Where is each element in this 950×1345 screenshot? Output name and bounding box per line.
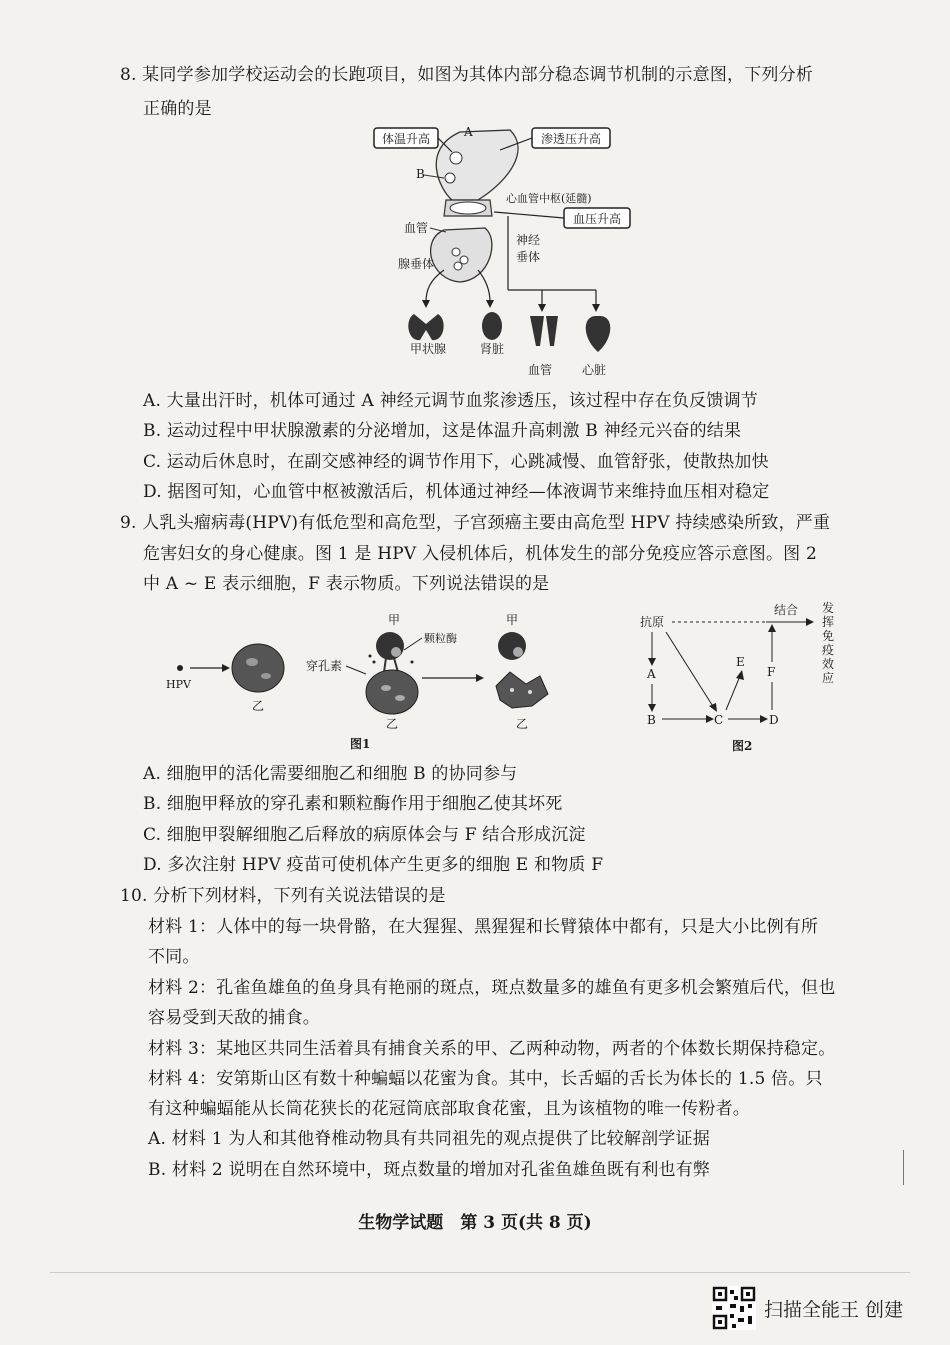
fig2-antigen: 抗原 [640,615,665,629]
label-B: B [416,167,425,181]
cell-yi-3-lysed [496,672,548,708]
q9-stem-line3: 中 A ~ E 表示细胞，F 表示物质。下列说法错误的是 [143,574,550,594]
organ-thyroid: 甲状腺 [410,342,447,356]
organ-vessel: 血管 [528,363,553,377]
label-neuro-2: 垂体 [516,250,541,264]
page-footer: 生物学试题 第 3 页(共 8 页) [358,1213,592,1233]
q9-figure-1 [160,606,590,756]
cvc-ellipse [450,202,486,214]
q10-material-1-line1: 材料 1：人体中的每一块骨骼，在大猩猩、黑猩猩和长臂猿体中都有，只是大小比例有所 [148,917,819,937]
q9-option-c: C. 细胞甲裂解细胞乙后释放的病原体会与 F 结合形成沉淀 [143,825,586,845]
fig2-B: B [647,713,656,727]
q10-material-4-line1: 材料 4：安第斯山区有数十种蝙蝠以花蜜为食。其中，长舌蝠的舌长为体长的 1.5 倍。只 [148,1069,823,1089]
fig2-E: E [736,655,745,669]
cell-jia-2-label: 甲 [506,613,519,627]
qr-code-icon [712,1286,756,1330]
figure-2-caption: 图2 [732,739,753,753]
q9-stem-line2: 危害妇女的身心健康。图 1 是 HPV 入侵机体后，机体发生的部分免疫应答示意图。图 2 [143,544,817,564]
hpv-dot [177,665,183,671]
q9-stem-line1: 9. 人乳头瘤病毒(HPV)有低危型和高危型，子宫颈癌主要由高危型 HPV 持续感染所致，严重 [120,513,831,533]
q10-stem: 10. 分析下列材料，下列有关说法错误的是 [120,886,446,906]
box-blood-pressure-label: 血压升高 [572,212,622,226]
hpv-label: HPV [166,678,191,691]
granzyme-label: 颗粒酶 [424,632,457,645]
q10-material-2-line1: 材料 2：孔雀鱼雄鱼的鱼身具有艳丽的斑点，斑点数量多的雄鱼有更多机会繁殖后代，但也 [148,978,836,998]
fig2-A: A [647,667,656,681]
fig2-D: D [769,713,779,727]
organ-kidney: 肾脏 [480,342,505,356]
box-osmotic-label: 渗透压升高 [540,132,602,146]
q8-figure [360,120,650,382]
q10-option-a: A. 材料 1 为人和其他脊椎动物具有共同祖先的观点提供了比较解剖学证据 [148,1129,710,1149]
q8-option-c: C. 运动后休息时，在副交感神经的调节作用下，心跳减慢、血管舒张，使散热加快 [143,452,769,472]
q10-material-4-line2: 有这种蝙蝠能从长筒花狭长的花冠筒底部取食花蜜，且为该植物的唯一传粉者。 [148,1099,750,1119]
label-adenohypophysis: 腺垂体 [398,257,435,271]
thyroid-icon [408,314,443,340]
fig2-F: F [767,665,776,679]
q8-option-a: A. 大量出汗时，机体可通过 A 神经元调节血浆渗透压，该过程中存在负反馈调节 [143,391,758,411]
label-cardiovascular-center: 心血管中枢(延髓) [506,192,592,205]
q10-material-3: 材料 3：某地区共同生活着具有捕食关系的甲、乙两种动物，两者的个体数长期保持稳定。 [148,1039,836,1059]
q9-figure-2 [636,598,846,758]
kidney-icon [482,312,502,340]
q8-option-d: D. 据图可知，心血管中枢被激活后，机体通过神经—体液调节来维持血压相对稳定 [143,482,770,502]
margin-rule [903,1150,904,1185]
figure-1-caption: 图1 [350,737,371,751]
neuron-A [450,152,462,164]
organ-heart: 心脏 [582,363,607,377]
q9-option-a: A. 细胞甲的活化需要细胞乙和细胞 B 的协同参与 [143,764,518,784]
q10-option-b: B. 材料 2 说明在自然环境中，斑点数量的增加对孔雀鱼雄鱼既有利也有弊 [148,1160,711,1180]
q8-stem-line1: 8. 某同学参加学校运动会的长跑项目，如图为其体内部分稳态调节机制的示意图，下列分析 [120,65,814,85]
q9-option-b: B. 细胞甲释放的穿孔素和颗粒酶作用于细胞乙使其坏死 [143,794,563,814]
label-vessel-left: 血管 [404,221,429,235]
neuron-B [445,173,455,183]
hypothalamus-shape [436,130,518,200]
cell-yi-2 [366,670,418,714]
fig2-C: C [714,713,724,727]
cell-jia-1 [376,632,404,660]
cell-yi-1 [232,644,284,692]
q10-material-2-line2: 容易受到天敌的捕食。 [148,1008,320,1028]
scanner-text: 扫描全能王 创建 [764,1298,904,1321]
cell-jia-2 [498,632,526,660]
label-neuro-1: 神经 [516,233,541,247]
vessel-icon [530,316,558,346]
q9-option-d: D. 多次注射 HPV 疫苗可使机体产生更多的细胞 E 和物质 F [143,855,604,875]
q10-material-1-line2: 不同。 [148,947,200,967]
heart-icon [586,316,611,352]
cell-yi-3-label: 乙 [516,717,529,731]
bottom-rule [50,1272,910,1273]
cell-jia-1-label: 甲 [388,613,401,627]
q8-option-b: B. 运动过程中甲状腺激素的分泌增加，这是体温升高刺激 B 神经元兴奋的结果 [143,421,742,441]
cell-yi-1-label: 乙 [252,699,265,713]
fig2-bind: 结合 [774,603,799,617]
box-temperature-label: 体温升高 [381,132,431,146]
scanner-watermark [712,1286,903,1330]
svg-text:发挥免疫效应: 发挥免疫效应 [822,601,835,685]
perforin-label: 穿孔素 [306,659,343,673]
label-A: A [464,125,473,139]
fig2-effect [822,600,834,685]
q8-stem-line2: 正确的是 [143,99,212,119]
cell-yi-2-label: 乙 [386,717,399,731]
